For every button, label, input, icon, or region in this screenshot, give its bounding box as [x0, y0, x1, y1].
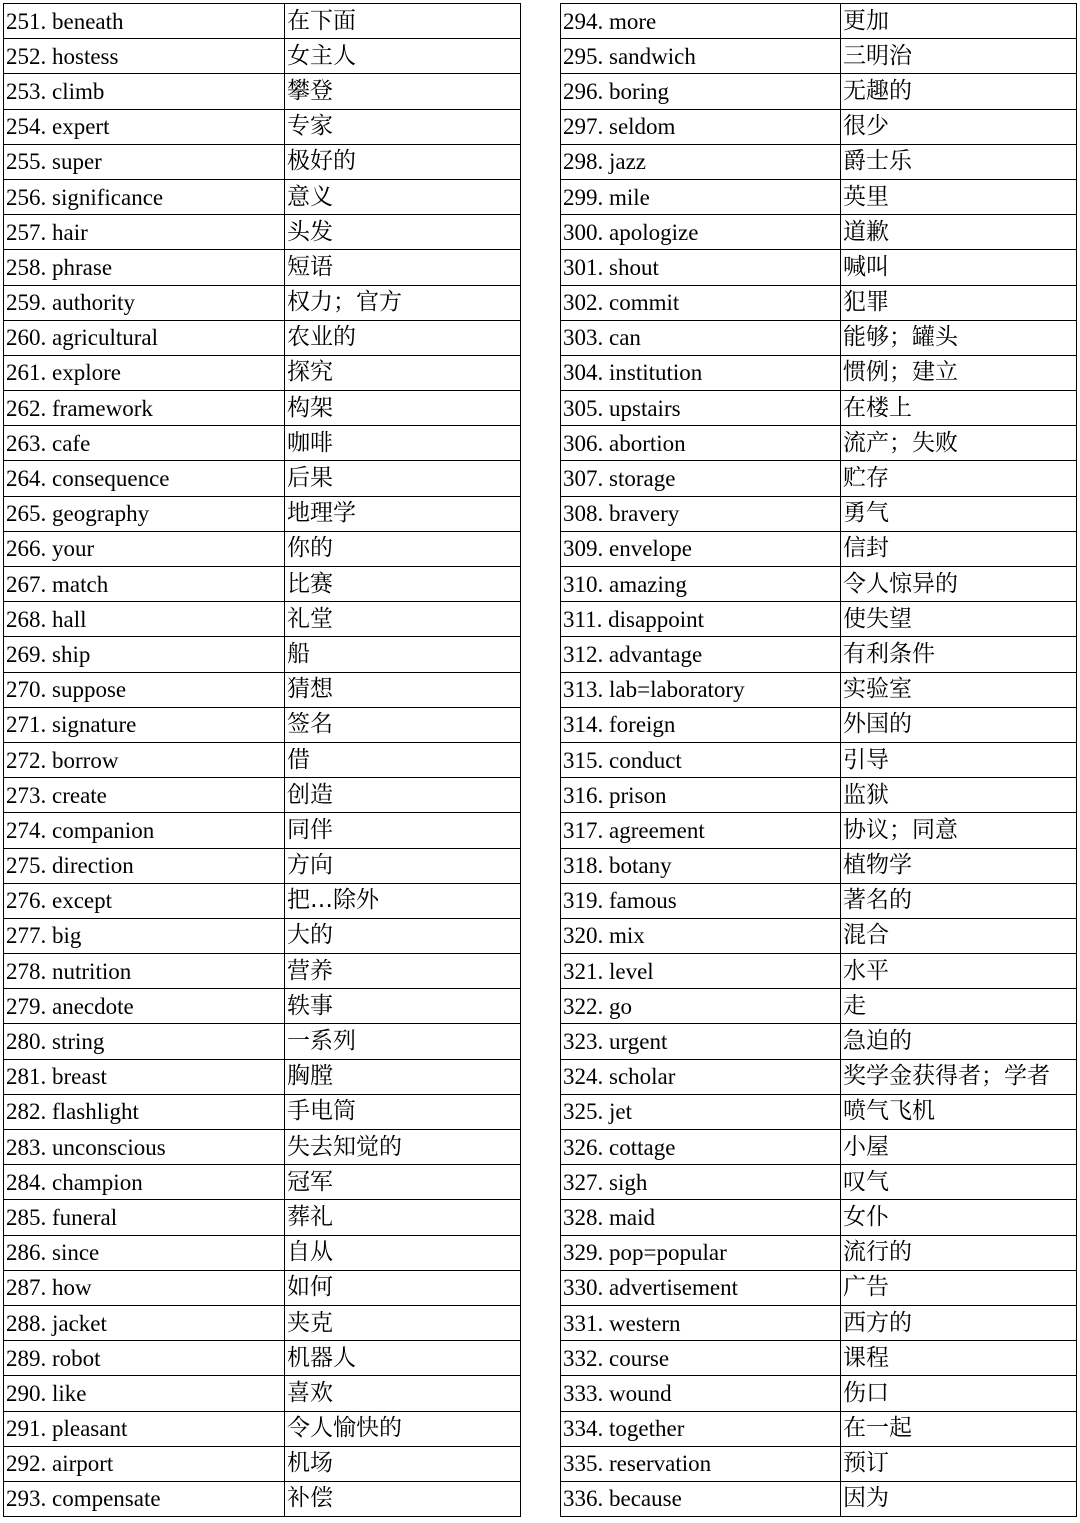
- table-row: [4, 954, 521, 989]
- chinese-meaning-cell: 自从: [285, 1235, 521, 1270]
- chinese-meaning-cell: 课程: [841, 1341, 1077, 1376]
- english-word-cell: 312. advantage: [561, 637, 841, 672]
- english-word-cell: 320. mix: [561, 918, 841, 953]
- table-row: [4, 285, 521, 320]
- english-word-cell: 293. compensate: [4, 1481, 285, 1516]
- chinese-meaning-cell: 头发: [285, 215, 521, 250]
- chinese-meaning-cell: 使失望: [841, 602, 1077, 637]
- english-word-cell: 269. ship: [4, 637, 285, 672]
- english-word-cell: 291. pleasant: [4, 1411, 285, 1446]
- chinese-meaning-cell: 胸膛: [285, 1059, 521, 1094]
- english-word-cell: 295. sandwich: [561, 39, 841, 74]
- english-word-cell: 262. framework: [4, 391, 285, 426]
- chinese-meaning-cell: 令人惊异的: [841, 567, 1077, 602]
- english-word-cell: 331. western: [561, 1305, 841, 1340]
- chinese-meaning-cell: 同伴: [285, 813, 521, 848]
- table-row: [4, 813, 521, 848]
- chinese-meaning-cell: 夹克: [285, 1305, 521, 1340]
- table-row: [561, 813, 1077, 848]
- table-row: [4, 1411, 521, 1446]
- table-row: [4, 637, 521, 672]
- chinese-meaning-cell: 协议；同意: [841, 813, 1077, 848]
- english-word-cell: 296. boring: [561, 74, 841, 109]
- chinese-meaning-cell: 把…除外: [285, 883, 521, 918]
- chinese-meaning-cell: 引导: [841, 742, 1077, 777]
- chinese-meaning-cell: 犯罪: [841, 285, 1077, 320]
- table-row: [561, 954, 1077, 989]
- chinese-meaning-cell: 爵士乐: [841, 144, 1077, 179]
- table-row: [4, 39, 521, 74]
- table-row: [561, 179, 1077, 214]
- table-row: [561, 883, 1077, 918]
- chinese-meaning-cell: 构架: [285, 391, 521, 426]
- table-row: [4, 1059, 521, 1094]
- chinese-meaning-cell: 手电筒: [285, 1094, 521, 1129]
- english-word-cell: 254. expert: [4, 109, 285, 144]
- table-row: [4, 1376, 521, 1411]
- english-word-cell: 289. robot: [4, 1341, 285, 1376]
- table-row: [561, 637, 1077, 672]
- table-row: [561, 496, 1077, 531]
- chinese-meaning-cell: 急迫的: [841, 1024, 1077, 1059]
- english-word-cell: 307. storage: [561, 461, 841, 496]
- table-row: [561, 848, 1077, 883]
- english-word-cell: 311. disappoint: [561, 602, 841, 637]
- table-row: [561, 4, 1077, 39]
- english-word-cell: 267. match: [4, 567, 285, 602]
- english-word-cell: 265. geography: [4, 496, 285, 531]
- table-row: [4, 918, 521, 953]
- table-row: [4, 1481, 521, 1516]
- english-word-cell: 333. wound: [561, 1376, 841, 1411]
- chinese-meaning-cell: 监狱: [841, 778, 1077, 813]
- table-row: [4, 567, 521, 602]
- table-row: [561, 39, 1077, 74]
- english-word-cell: 315. conduct: [561, 742, 841, 777]
- chinese-meaning-cell: 一系列: [285, 1024, 521, 1059]
- chinese-meaning-cell: 机器人: [285, 1341, 521, 1376]
- chinese-meaning-cell: 惯例；建立: [841, 355, 1077, 390]
- chinese-meaning-cell: 著名的: [841, 883, 1077, 918]
- chinese-meaning-cell: 无趣的: [841, 74, 1077, 109]
- english-word-cell: 301. shout: [561, 250, 841, 285]
- english-word-cell: 317. agreement: [561, 813, 841, 848]
- chinese-meaning-cell: 有利条件: [841, 637, 1077, 672]
- english-word-cell: 273. create: [4, 778, 285, 813]
- vocab-table-left-body: [4, 4, 521, 1517]
- chinese-meaning-cell: 攀登: [285, 74, 521, 109]
- english-word-cell: 303. can: [561, 320, 841, 355]
- table-row: [561, 672, 1077, 707]
- table-row: [4, 179, 521, 214]
- table-row: [561, 1481, 1077, 1516]
- chinese-meaning-cell: 轶事: [285, 989, 521, 1024]
- table-row: [561, 1059, 1077, 1094]
- table-row: [561, 1200, 1077, 1235]
- english-word-cell: 264. consequence: [4, 461, 285, 496]
- chinese-meaning-cell: 补偿: [285, 1481, 521, 1516]
- table-row: [4, 250, 521, 285]
- chinese-meaning-cell: 机场: [285, 1446, 521, 1481]
- chinese-meaning-cell: 预订: [841, 1446, 1077, 1481]
- english-word-cell: 298. jazz: [561, 144, 841, 179]
- chinese-meaning-cell: 植物学: [841, 848, 1077, 883]
- english-word-cell: 286. since: [4, 1235, 285, 1270]
- chinese-meaning-cell: 方向: [285, 848, 521, 883]
- english-word-cell: 283. unconscious: [4, 1130, 285, 1165]
- table-row: [561, 144, 1077, 179]
- chinese-meaning-cell: 船: [285, 637, 521, 672]
- table-row: [561, 1165, 1077, 1200]
- english-word-cell: 300. apologize: [561, 215, 841, 250]
- english-word-cell: 294. more: [561, 4, 841, 39]
- table-row: [4, 4, 521, 39]
- english-word-cell: 321. level: [561, 954, 841, 989]
- table-row: [561, 918, 1077, 953]
- english-word-cell: 299. mile: [561, 179, 841, 214]
- table-row: [561, 1411, 1077, 1446]
- table-row: [4, 496, 521, 531]
- english-word-cell: 305. upstairs: [561, 391, 841, 426]
- table-row: [561, 109, 1077, 144]
- chinese-meaning-cell: 比赛: [285, 567, 521, 602]
- table-row: [561, 391, 1077, 426]
- chinese-meaning-cell: 三明治: [841, 39, 1077, 74]
- chinese-meaning-cell: 权力；官方: [285, 285, 521, 320]
- english-word-cell: 252. hostess: [4, 39, 285, 74]
- english-word-cell: 302. commit: [561, 285, 841, 320]
- chinese-meaning-cell: 猜想: [285, 672, 521, 707]
- chinese-meaning-cell: 流产；失败: [841, 426, 1077, 461]
- chinese-meaning-cell: 很少: [841, 109, 1077, 144]
- english-word-cell: 279. anecdote: [4, 989, 285, 1024]
- table-row: [561, 1446, 1077, 1481]
- vocab-table-right: [560, 3, 1077, 1517]
- table-row: [561, 1235, 1077, 1270]
- table-row: [561, 989, 1077, 1024]
- table-row: [4, 1024, 521, 1059]
- table-row: [561, 74, 1077, 109]
- chinese-meaning-cell: 女主人: [285, 39, 521, 74]
- table-row: [4, 778, 521, 813]
- english-word-cell: 287. how: [4, 1270, 285, 1305]
- chinese-meaning-cell: 外国的: [841, 707, 1077, 742]
- english-word-cell: 277. big: [4, 918, 285, 953]
- chinese-meaning-cell: 混合: [841, 918, 1077, 953]
- english-word-cell: 259. authority: [4, 285, 285, 320]
- table-row: [4, 144, 521, 179]
- chinese-meaning-cell: 你的: [285, 531, 521, 566]
- vocab-table-left: [3, 3, 521, 1517]
- english-word-cell: 330. advertisement: [561, 1270, 841, 1305]
- english-word-cell: 251. beneath: [4, 4, 285, 39]
- english-word-cell: 255. super: [4, 144, 285, 179]
- chinese-meaning-cell: 奖学金获得者；学者: [841, 1059, 1077, 1094]
- english-word-cell: 266. your: [4, 531, 285, 566]
- table-row: [4, 1235, 521, 1270]
- table-row: [4, 883, 521, 918]
- english-word-cell: 270. suppose: [4, 672, 285, 707]
- chinese-meaning-cell: 能够；罐头: [841, 320, 1077, 355]
- table-row: [561, 320, 1077, 355]
- english-word-cell: 284. champion: [4, 1165, 285, 1200]
- english-word-cell: 323. urgent: [561, 1024, 841, 1059]
- table-row: [4, 355, 521, 390]
- english-word-cell: 288. jacket: [4, 1305, 285, 1340]
- table-row: [561, 461, 1077, 496]
- table-row: [4, 1200, 521, 1235]
- chinese-meaning-cell: 女仆: [841, 1200, 1077, 1235]
- chinese-meaning-cell: 贮存: [841, 461, 1077, 496]
- chinese-meaning-cell: 咖啡: [285, 426, 521, 461]
- english-word-cell: 274. companion: [4, 813, 285, 848]
- chinese-meaning-cell: 伤口: [841, 1376, 1077, 1411]
- chinese-meaning-cell: 令人愉快的: [285, 1411, 521, 1446]
- chinese-meaning-cell: 更加: [841, 4, 1077, 39]
- table-row: [561, 285, 1077, 320]
- english-word-cell: 263. cafe: [4, 426, 285, 461]
- table-row: [561, 1270, 1077, 1305]
- english-word-cell: 335. reservation: [561, 1446, 841, 1481]
- chinese-meaning-cell: 喜欢: [285, 1376, 521, 1411]
- chinese-meaning-cell: 信封: [841, 531, 1077, 566]
- english-word-cell: 256. significance: [4, 179, 285, 214]
- table-row: [561, 1024, 1077, 1059]
- chinese-meaning-cell: 英里: [841, 179, 1077, 214]
- english-word-cell: 276. except: [4, 883, 285, 918]
- chinese-meaning-cell: 后果: [285, 461, 521, 496]
- table-row: [4, 1341, 521, 1376]
- chinese-meaning-cell: 勇气: [841, 496, 1077, 531]
- table-row: [561, 1376, 1077, 1411]
- english-word-cell: 253. climb: [4, 74, 285, 109]
- table-row: [4, 215, 521, 250]
- chinese-meaning-cell: 专家: [285, 109, 521, 144]
- english-word-cell: 314. foreign: [561, 707, 841, 742]
- chinese-meaning-cell: 礼堂: [285, 602, 521, 637]
- english-word-cell: 271. signature: [4, 707, 285, 742]
- english-word-cell: 278. nutrition: [4, 954, 285, 989]
- english-word-cell: 318. botany: [561, 848, 841, 883]
- table-row: [561, 355, 1077, 390]
- english-word-cell: 257. hair: [4, 215, 285, 250]
- chinese-meaning-cell: 喷气飞机: [841, 1094, 1077, 1129]
- table-row: [4, 109, 521, 144]
- english-word-cell: 306. abortion: [561, 426, 841, 461]
- english-word-cell: 275. direction: [4, 848, 285, 883]
- english-word-cell: 325. jet: [561, 1094, 841, 1129]
- chinese-meaning-cell: 借: [285, 742, 521, 777]
- table-row: [4, 1094, 521, 1129]
- english-word-cell: 319. famous: [561, 883, 841, 918]
- table-row: [4, 989, 521, 1024]
- english-word-cell: 329. pop=popular: [561, 1235, 841, 1270]
- english-word-cell: 310. amazing: [561, 567, 841, 602]
- english-word-cell: 282. flashlight: [4, 1094, 285, 1129]
- table-row: [4, 1270, 521, 1305]
- chinese-meaning-cell: 小屋: [841, 1130, 1077, 1165]
- table-row: [561, 1094, 1077, 1129]
- english-word-cell: 304. institution: [561, 355, 841, 390]
- table-row: [561, 567, 1077, 602]
- table-row: [561, 602, 1077, 637]
- english-word-cell: 268. hall: [4, 602, 285, 637]
- chinese-meaning-cell: 走: [841, 989, 1077, 1024]
- english-word-cell: 280. string: [4, 1024, 285, 1059]
- table-row: [561, 742, 1077, 777]
- table-row: [4, 1305, 521, 1340]
- table-row: [4, 391, 521, 426]
- chinese-meaning-cell: 创造: [285, 778, 521, 813]
- english-word-cell: 285. funeral: [4, 1200, 285, 1235]
- table-row: [4, 320, 521, 355]
- english-word-cell: 260. agricultural: [4, 320, 285, 355]
- chinese-meaning-cell: 签名: [285, 707, 521, 742]
- chinese-meaning-cell: 葬礼: [285, 1200, 521, 1235]
- english-word-cell: 308. bravery: [561, 496, 841, 531]
- chinese-meaning-cell: 因为: [841, 1481, 1077, 1516]
- english-word-cell: 324. scholar: [561, 1059, 841, 1094]
- english-word-cell: 322. go: [561, 989, 841, 1024]
- table-row: [561, 1341, 1077, 1376]
- table-row: [4, 426, 521, 461]
- english-word-cell: 272. borrow: [4, 742, 285, 777]
- chinese-meaning-cell: 极好的: [285, 144, 521, 179]
- chinese-meaning-cell: 冠军: [285, 1165, 521, 1200]
- chinese-meaning-cell: 道歉: [841, 215, 1077, 250]
- table-row: [4, 602, 521, 637]
- chinese-meaning-cell: 营养: [285, 954, 521, 989]
- vocab-table-right-body: [561, 4, 1077, 1517]
- chinese-meaning-cell: 实验室: [841, 672, 1077, 707]
- table-row: [561, 531, 1077, 566]
- chinese-meaning-cell: 短语: [285, 250, 521, 285]
- table-row: [561, 1130, 1077, 1165]
- table-row: [561, 250, 1077, 285]
- table-row: [4, 1446, 521, 1481]
- chinese-meaning-cell: 在一起: [841, 1411, 1077, 1446]
- english-word-cell: 290. like: [4, 1376, 285, 1411]
- table-row: [561, 778, 1077, 813]
- chinese-meaning-cell: 农业的: [285, 320, 521, 355]
- chinese-meaning-cell: 流行的: [841, 1235, 1077, 1270]
- chinese-meaning-cell: 西方的: [841, 1305, 1077, 1340]
- chinese-meaning-cell: 探究: [285, 355, 521, 390]
- table-row: [4, 707, 521, 742]
- table-row: [561, 426, 1077, 461]
- chinese-meaning-cell: 在下面: [285, 4, 521, 39]
- english-word-cell: 327. sigh: [561, 1165, 841, 1200]
- chinese-meaning-cell: 叹气: [841, 1165, 1077, 1200]
- chinese-meaning-cell: 大的: [285, 918, 521, 953]
- english-word-cell: 313. lab=laboratory: [561, 672, 841, 707]
- table-row: [561, 707, 1077, 742]
- table-row: [4, 742, 521, 777]
- chinese-meaning-cell: 意义: [285, 179, 521, 214]
- table-row: [4, 74, 521, 109]
- english-word-cell: 326. cottage: [561, 1130, 841, 1165]
- english-word-cell: 336. because: [561, 1481, 841, 1516]
- english-word-cell: 297. seldom: [561, 109, 841, 144]
- table-row: [4, 531, 521, 566]
- chinese-meaning-cell: 在楼上: [841, 391, 1077, 426]
- table-row: [561, 215, 1077, 250]
- english-word-cell: 316. prison: [561, 778, 841, 813]
- english-word-cell: 309. envelope: [561, 531, 841, 566]
- english-word-cell: 292. airport: [4, 1446, 285, 1481]
- english-word-cell: 281. breast: [4, 1059, 285, 1094]
- chinese-meaning-cell: 地理学: [285, 496, 521, 531]
- english-word-cell: 334. together: [561, 1411, 841, 1446]
- chinese-meaning-cell: 水平: [841, 954, 1077, 989]
- table-row: [4, 1165, 521, 1200]
- table-row: [561, 1305, 1077, 1340]
- english-word-cell: 332. course: [561, 1341, 841, 1376]
- chinese-meaning-cell: 广告: [841, 1270, 1077, 1305]
- table-row: [4, 461, 521, 496]
- chinese-meaning-cell: 如何: [285, 1270, 521, 1305]
- english-word-cell: 258. phrase: [4, 250, 285, 285]
- table-row: [4, 672, 521, 707]
- chinese-meaning-cell: 喊叫: [841, 250, 1077, 285]
- chinese-meaning-cell: 失去知觉的: [285, 1130, 521, 1165]
- english-word-cell: 261. explore: [4, 355, 285, 390]
- english-word-cell: 328. maid: [561, 1200, 841, 1235]
- table-row: [4, 848, 521, 883]
- table-row: [4, 1130, 521, 1165]
